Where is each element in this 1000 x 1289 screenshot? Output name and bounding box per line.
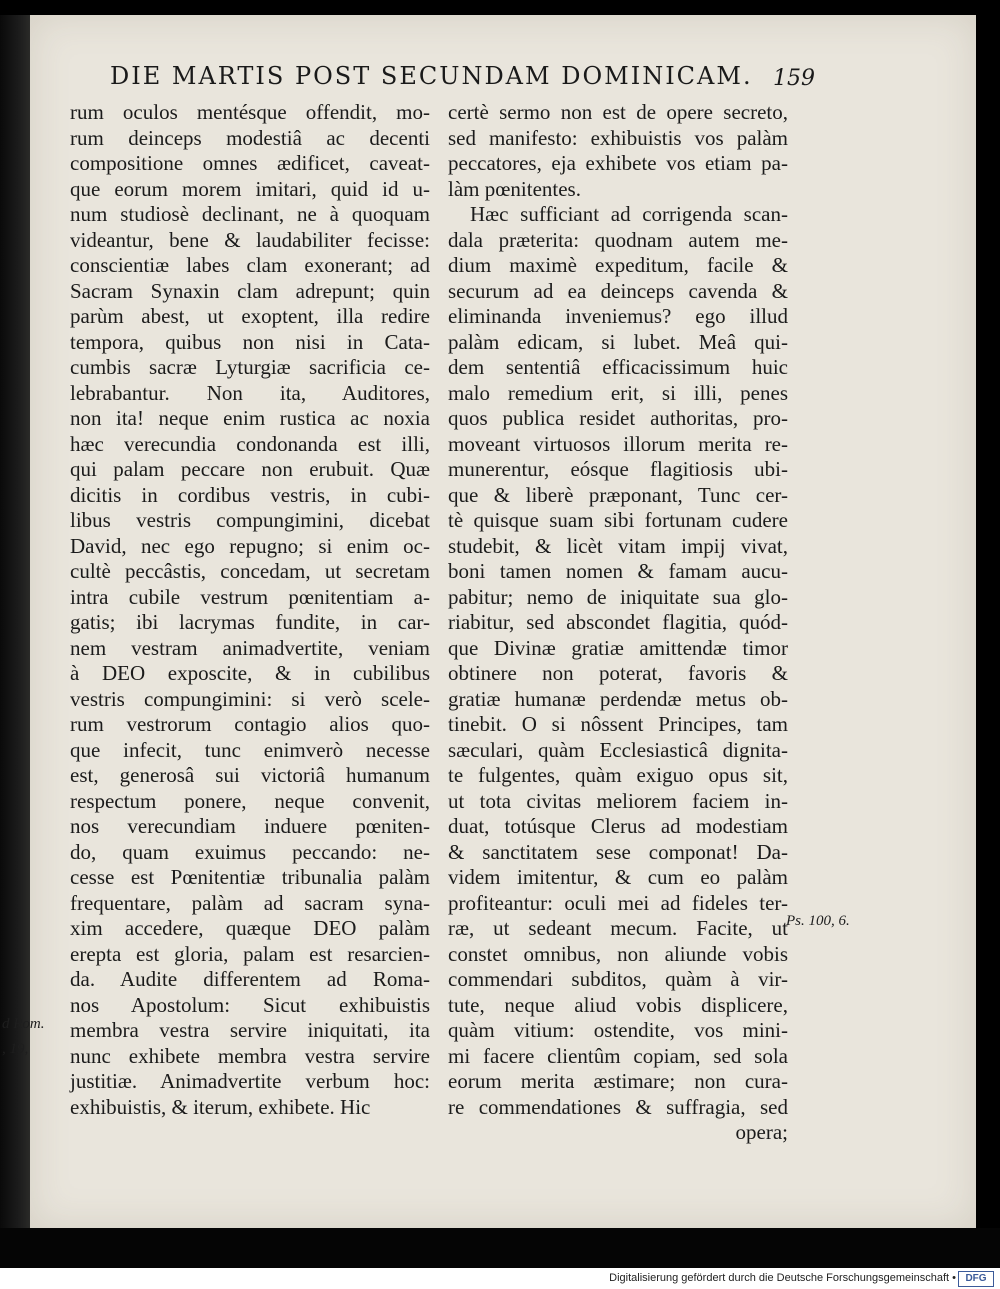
- text-line: gratiæ humanæ perdendæ metus ob-: [448, 686, 788, 711]
- text-line: nunc exhibete membra vestra servire: [70, 1043, 430, 1068]
- text-line: hæc verecundia condonanda est illi,: [70, 431, 430, 456]
- text-line: rum deinceps modestiâ ac decenti: [70, 125, 430, 150]
- text-line: libus vestris compungimini, dicebat: [70, 508, 430, 532]
- margin-note-psalm: Ps. 100, 6.: [786, 913, 850, 929]
- text-line: peccatores, eja exhibete vos etiam pa-: [448, 151, 788, 175]
- text-line: cultè peccâstis, concedam, ut secretam: [70, 559, 430, 583]
- text-line: videm imitentur, & cum eo palàm: [448, 865, 788, 889]
- text-line: cumbis sacræ Lyturgiæ sacrificia ce-: [70, 355, 430, 379]
- text-line: num studiosè declinant, ne à quoquam: [70, 202, 430, 226]
- text-line: Sacram Synaxin clam adrepunt; quin: [70, 278, 430, 303]
- text-line: obtinere non poterat, favoris &: [448, 661, 788, 685]
- text-line: moveant virtuosos illorum merita re-: [448, 431, 788, 456]
- text-line: malo remedium erit, si illi, penes: [448, 380, 788, 405]
- footer-credit: Digitalisierung gefördert durch die Deutsche Forschungsgemeinschaft •: [609, 1272, 956, 1284]
- text-line: ut tota civitas meliorem faciem in-: [448, 788, 788, 813]
- text-line: que & liberè præponant, Tunc cer-: [448, 482, 788, 507]
- text-line: eliminanda inveniemus? ego illud: [448, 304, 788, 328]
- text-line: David, nec ego repugno; si enim oc-: [70, 533, 430, 558]
- margin-note-romans: d Rom.: [2, 1016, 45, 1032]
- text-line: est, generosâ sui victoriâ humanum: [70, 763, 430, 787]
- text-line: cesse est Pœnitentiæ tribunalia palàm: [70, 865, 430, 889]
- text-line: nos Apostolum: Sicut exhibuistis: [70, 992, 430, 1017]
- text-line: membra vestra servire iniquitati, ita: [70, 1018, 430, 1042]
- text-line: qui palam peccare non erubuit. Quæ: [70, 457, 430, 481]
- text-line: erepta est gloria, palam est resarcien-: [70, 941, 430, 966]
- text-line: tute, neque aliud vobis displicere,: [448, 992, 788, 1017]
- text-line: constet omnibus, non aliunde vobis: [448, 941, 788, 966]
- text-line: nos verecundiam induere pœniten-: [70, 814, 430, 838]
- text-line: da. Audite differentem ad Roma-: [70, 967, 430, 991]
- right-text-column: [448, 100, 788, 1146]
- text-line: justitiæ. Animadvertite verbum hoc:: [70, 1069, 430, 1093]
- text-line: Hæc sufficiant ad corrigenda scan-: [470, 202, 788, 226]
- text-line: tè quisque suam sibi fortunam cudere: [448, 508, 788, 532]
- text-line: opera;: [735, 1120, 788, 1144]
- text-line: compositione omnes ædificet, caveat-: [70, 151, 430, 175]
- text-line: re commendationes & suffragia, sed: [448, 1094, 788, 1119]
- text-line: profiteantur: oculi mei ad fideles ter-: [448, 890, 788, 915]
- text-line: rum oculos mentésque offendit, mo-: [70, 100, 430, 124]
- text-line: palàm edicam, si lubet. Meâ qui-: [448, 329, 788, 354]
- text-line: quàm vitium: ostendite, vos mini-: [448, 1018, 788, 1042]
- text-line: à DEO exposcite, & in cubilibus: [70, 661, 430, 685]
- text-line: sed manifesto: exhibuistis vos palàm: [448, 125, 788, 150]
- text-line: dium maximè expeditum, facile &: [448, 253, 788, 277]
- page-bottom-shadow: [0, 1228, 1000, 1268]
- text-line: que Divinæ gratiæ amittendæ timor: [448, 635, 788, 660]
- text-line: do, quam exuimus peccando: ne-: [70, 839, 430, 864]
- text-line: dala præterita: quodnam autem me-: [448, 227, 788, 252]
- text-line: vestris compungimini: si verò scele-: [70, 686, 430, 711]
- text-line: & sanctitatem sese componat! Da-: [448, 839, 788, 864]
- text-line: rum vestrorum contagio alios quo-: [70, 712, 430, 736]
- text-line: riabitur, sed abscondet flagitia, quód-: [448, 610, 788, 634]
- text-line: conscientiæ labes clam exonerant; ad: [70, 253, 430, 277]
- text-line: ræ, ut sedeant mecum. Facite, ut: [448, 916, 788, 940]
- text-line: boni tamen nomen & famam aucu-: [448, 559, 788, 583]
- text-line: te fulgentes, quàm exiguo opus sit,: [448, 763, 788, 787]
- margin-note-romans-verse: , 19,: [2, 1041, 29, 1057]
- text-line: dem sententiâ efficacissimum huic: [448, 355, 788, 379]
- text-line: que eorum morem imitari, quid id u-: [70, 176, 430, 201]
- left-text-column: [70, 100, 430, 1120]
- page-number: 159: [773, 66, 815, 91]
- text-line: non ita! neque enim rustica ac noxia: [70, 406, 430, 430]
- text-line: que infecit, tunc enimverò necesse: [70, 737, 430, 762]
- text-line: tinebit. O si nôssent Principes, tam: [448, 712, 788, 736]
- text-line: munerentur, eósque flagitiosis ubi-: [448, 457, 788, 481]
- text-line: certè sermo non est de opere secreto,: [448, 100, 788, 124]
- text-line: sæculari, quàm Ecclesiasticâ dignita-: [448, 737, 788, 762]
- text-line: frequentare, palàm ad sacram syna-: [70, 890, 430, 915]
- text-line: tempora, quibus non nisi in Cata-: [70, 329, 430, 354]
- text-line: securum ad ea deinceps cavenda &: [448, 278, 788, 303]
- text-line: parùm abest, ut exoptent, illa redire: [70, 304, 430, 328]
- text-line: quos publica residet authoritas, pro-: [448, 406, 788, 430]
- text-line: respectum ponere, neque convenit,: [70, 788, 430, 813]
- text-line: studebit, & licèt vitam impij vivat,: [448, 533, 788, 558]
- text-line: dicitis in cordibus vestris, in cubi-: [70, 482, 430, 507]
- text-line: exhibuistis, & iterum, exhibete. Hic: [70, 1094, 371, 1119]
- text-line: lebrabantur. Non ita, Auditores,: [70, 380, 430, 405]
- text-line: pabitur; nemo de iniquitate sua glo-: [448, 584, 788, 609]
- text-line: eorum merita æstimare; non cura-: [448, 1069, 788, 1093]
- text-line: gatis; ibi lacrymas fundite, in car-: [70, 610, 430, 634]
- text-line: xim accedere, quæque DEO palàm: [70, 916, 430, 940]
- text-line: mi facere clientûm copiam, sed sola: [448, 1043, 788, 1068]
- text-line: nem vestram animadvertite, veniam: [70, 635, 430, 660]
- text-line: làm pœnitentes.: [448, 176, 581, 201]
- running-header: DIE MARTIS POST SECUNDAM DOMINICAM.: [110, 62, 753, 90]
- text-line: commendari subditos, quàm à vir-: [448, 967, 788, 991]
- text-line: videantur, bene & laudabiliter fecisse:: [70, 227, 430, 252]
- text-line: intra cubile vestrum pœnitentiam a-: [70, 584, 430, 609]
- text-line: duat, totúsque Clerus ad modestiam: [448, 814, 788, 838]
- footer-bar: [0, 1268, 1000, 1289]
- dfg-logo: DFG: [958, 1271, 994, 1287]
